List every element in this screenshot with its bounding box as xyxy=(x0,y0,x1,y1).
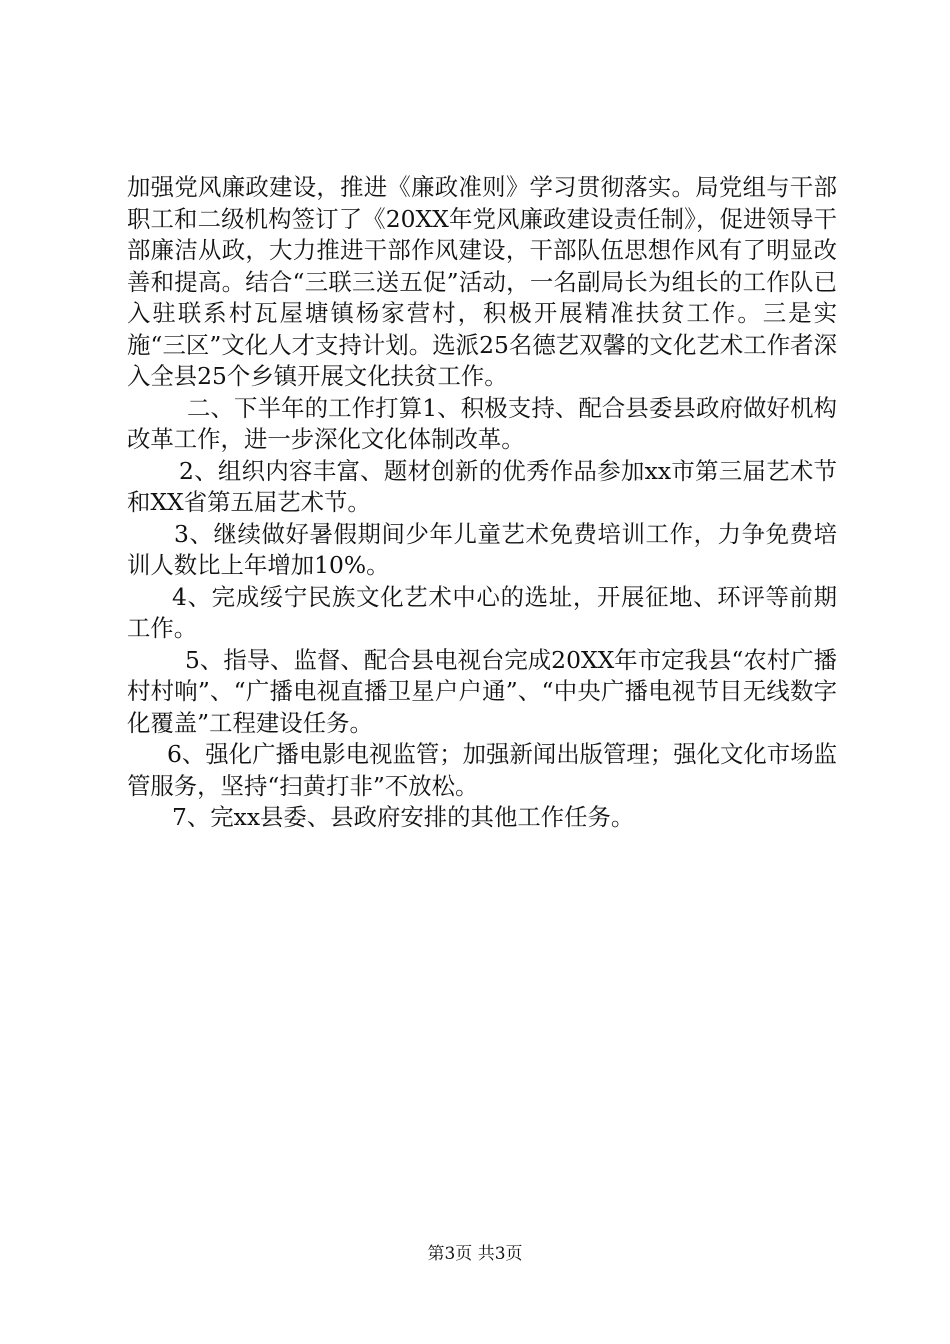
paragraph-party-conduct: 加强党风廉政建设，推进《廉政准则》学习贯彻落实。局党组与干部职工和二级机构签订了《20XX年党风廉政建设责任制》，促进领导干部廉洁从政，大力推进干部作风建设，干部队伍思想作风有了明显改善和提高。结合“三联三送五促”活动，一名副局长为组长的工作队已入驻联系村瓦屋塘镇杨家营村，积极开展精准扶贫工作。三是实施“三区”文化人才支持计划。选派25名德艺双馨的文化艺术工作者深入全县25个乡镇开展文化扶贫工作。 xyxy=(127,173,837,390)
paragraph-second-half-plan: 二、下半年的工作打算1、积极支持、配合县委县政府做好机构改革工作，进一步深化文化体制改革。 xyxy=(127,393,837,453)
paragraph-item-7: 7、完xx县委、县政府安排的其他工作任务。 xyxy=(172,803,635,831)
paragraph-item-2: 2、组织内容丰富、题材创新的优秀作品参加xx市第三届艺术节和XX省第五届艺术节。 xyxy=(127,456,837,516)
paragraph-item-6: 6、强化广播电影电视监管；加强新闻出版管理；强化文化市场监管服务，坚持“扫黄打非”不放松。 xyxy=(127,740,837,800)
page-footer: 第3页 共3页 xyxy=(427,1244,523,1264)
document-body xyxy=(127,172,837,834)
paragraph-item-4: 4、完成绥宁民族文化艺术中心的选址，开展征地、环评等前期工作。 xyxy=(127,582,837,642)
paragraph-item-5: 5、指导、监督、配合县电视台完成20XX年市定我县“农村广播村村响”、“广播电视直播卫星户户通”、“中央广播电视节目无线数字化覆盖”工程建设任务。 xyxy=(127,645,837,737)
paragraph-item-3: 3、继续做好暑假期间少年儿童艺术免费培训工作，力争免费培训人数比上年增加10%。 xyxy=(127,519,837,579)
